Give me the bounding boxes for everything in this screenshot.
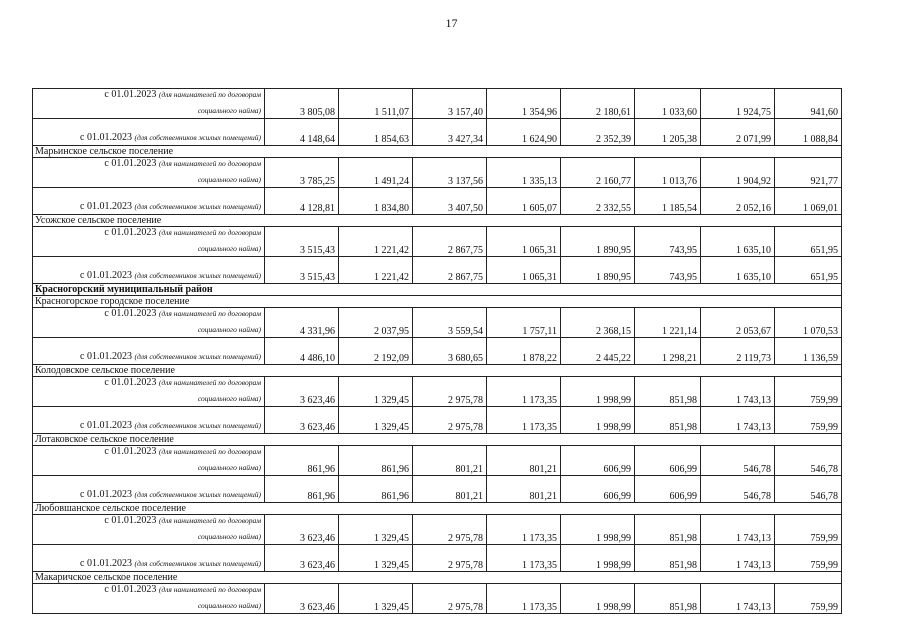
row-label [33, 584, 265, 614]
tariff-value-cell: 1 743,13 [701, 407, 775, 434]
tariff-value-cell: 4 148,64 [265, 119, 339, 146]
owners-tariff-row [33, 188, 842, 215]
row-label-date: с 01.01.2023 [80, 420, 132, 431]
tariff-value-cell: 861,96 [339, 476, 413, 503]
tariff-value-cell: 1 013,76 [635, 158, 701, 188]
row-label [33, 407, 265, 434]
row-label [33, 515, 265, 545]
tariff-value-cell: 1 065,31 [487, 227, 561, 257]
row-label-note: социального найма) [197, 532, 261, 541]
settlement-name: Красногорское городское поселение [33, 296, 842, 308]
tariff-value-cell: 1 834,80 [339, 188, 413, 215]
tariff-value-cell: 2 180,61 [561, 89, 635, 119]
tariff-value-cell: 1 173,35 [487, 545, 561, 572]
tariff-value-cell: 2 975,78 [413, 545, 487, 572]
tariff-value-cell: 3 623,46 [265, 377, 339, 407]
settlement-name: Лотаковское сельское поселение [33, 434, 842, 446]
tariff-value-cell: 1 491,24 [339, 158, 413, 188]
row-label [33, 545, 265, 572]
tariff-value-cell: 3 559,54 [413, 308, 487, 338]
row-label-note: (для собственников жилых помещений) [134, 202, 261, 211]
tariff-value-cell: 2 119,73 [701, 338, 775, 365]
tariff-value-cell: 1 070,53 [775, 308, 842, 338]
tariff-value-cell: 851,98 [635, 545, 701, 572]
tariff-value-cell: 3 427,34 [413, 119, 487, 146]
row-label [33, 89, 265, 119]
row-label-note: социального найма) [197, 601, 261, 610]
tariff-value-cell: 1 998,99 [561, 584, 635, 614]
row-label-note: (для нанимателей по договорам [158, 585, 261, 594]
tariff-value-cell: 1 205,38 [635, 119, 701, 146]
tariff-value-cell: 606,99 [561, 446, 635, 476]
tariff-value-cell: 3 623,46 [265, 584, 339, 614]
tariff-value-cell: 546,78 [701, 446, 775, 476]
row-label-note: (для собственников жилых помещений) [134, 133, 261, 142]
tariff-value-cell: 546,78 [775, 476, 842, 503]
tariff-value-cell: 606,99 [635, 446, 701, 476]
tenants-tariff-row [33, 158, 842, 188]
row-label-note: (для нанимателей по договорам [158, 159, 261, 168]
tariff-value-cell: 3 407,50 [413, 188, 487, 215]
tariff-value-cell: 4 486,10 [265, 338, 339, 365]
tariff-value-cell: 2 368,15 [561, 308, 635, 338]
row-label-note: социального найма) [197, 175, 261, 184]
tariff-value-cell: 1 743,13 [701, 515, 775, 545]
row-label-note: (для собственников жилых помещений) [134, 271, 261, 280]
owners-tariff-row [33, 119, 842, 146]
tariff-value-cell: 1 329,45 [339, 407, 413, 434]
tariff-value-cell: 3 157,40 [413, 89, 487, 119]
owners-tariff-row [33, 476, 842, 503]
tariff-value-cell: 1 998,99 [561, 545, 635, 572]
tariff-table [32, 88, 842, 614]
tariff-value-cell: 861,96 [265, 476, 339, 503]
row-label-note: (для собственников жилых помещений) [134, 559, 261, 568]
tariff-value-cell: 2 975,78 [413, 407, 487, 434]
tariff-value-cell: 1 743,13 [701, 545, 775, 572]
tariff-value-cell: 1 998,99 [561, 377, 635, 407]
tariff-value-cell: 861,96 [265, 446, 339, 476]
settlement-header-row [33, 296, 842, 308]
tariff-value-cell: 3 623,46 [265, 515, 339, 545]
tariff-value-cell: 1 298,21 [635, 338, 701, 365]
tariff-value-cell: 851,98 [635, 515, 701, 545]
tariff-value-cell: 1 998,99 [561, 515, 635, 545]
tariff-value-cell: 1 173,35 [487, 407, 561, 434]
settlement-name: Макаричское сельское поселение [33, 572, 842, 584]
tenants-tariff-row [33, 227, 842, 257]
tenants-tariff-row [33, 377, 842, 407]
tariff-value-cell: 1 757,11 [487, 308, 561, 338]
row-label [33, 257, 265, 284]
tariff-value-cell: 851,98 [635, 584, 701, 614]
tariff-value-cell: 2 332,55 [561, 188, 635, 215]
tariff-value-cell: 1 069,01 [775, 188, 842, 215]
tariff-value-cell: 851,98 [635, 407, 701, 434]
tariff-value-cell: 1 511,07 [339, 89, 413, 119]
row-label [33, 377, 265, 407]
district-header-row [33, 284, 842, 296]
row-label-date: с 01.01.2023 [80, 489, 132, 500]
row-label-note: социального найма) [197, 244, 261, 253]
tenants-tariff-row [33, 308, 842, 338]
tariff-value-cell: 1 033,60 [635, 89, 701, 119]
tariff-value-cell: 3 623,46 [265, 545, 339, 572]
tariff-value-cell: 759,99 [775, 584, 842, 614]
tariff-value-cell: 651,95 [775, 227, 842, 257]
row-label-note: социального найма) [197, 106, 261, 115]
tariff-value-cell: 1 088,84 [775, 119, 842, 146]
tariff-value-cell: 3 515,43 [265, 227, 339, 257]
row-label-date: с 01.01.2023 [80, 270, 132, 281]
tariff-value-cell: 2 975,78 [413, 584, 487, 614]
row-label-note: (для нанимателей по договорам [158, 309, 261, 318]
row-label-note: (для нанимателей по договорам [158, 516, 261, 525]
tariff-value-cell: 1 329,45 [339, 584, 413, 614]
tariff-value-cell: 2 160,77 [561, 158, 635, 188]
tariff-value-cell: 801,21 [487, 476, 561, 503]
tariff-value-cell: 3 623,46 [265, 407, 339, 434]
tenants-tariff-row [33, 515, 842, 545]
tariff-value-cell: 3 515,43 [265, 257, 339, 284]
row-label-date: с 01.01.2023 [104, 446, 157, 457]
row-label [33, 338, 265, 365]
row-label-note: (для нанимателей по договорам [158, 447, 261, 456]
row-label-note: (для нанимателей по договорам [158, 378, 261, 387]
tariff-value-cell: 3 137,56 [413, 158, 487, 188]
row-label-date: с 01.01.2023 [104, 584, 157, 595]
row-label-note: (для нанимателей по договорам [158, 90, 261, 99]
page-number: 17 [445, 16, 458, 30]
tariff-value-cell: 2 867,75 [413, 227, 487, 257]
tariff-value-cell: 1 605,07 [487, 188, 561, 215]
tariff-value-cell: 1 924,75 [701, 89, 775, 119]
tariff-value-cell: 1 329,45 [339, 515, 413, 545]
owners-tariff-row [33, 545, 842, 572]
tariff-value-cell: 861,96 [339, 446, 413, 476]
settlement-header-row [33, 365, 842, 377]
settlement-name: Колодовское сельское поселение [33, 365, 842, 377]
settlement-header-row [33, 503, 842, 515]
settlement-header-row [33, 572, 842, 584]
settlement-header-row [33, 434, 842, 446]
tariff-value-cell: 3 680,65 [413, 338, 487, 365]
row-label-note: социального найма) [197, 463, 261, 472]
tariff-value-cell: 1 173,35 [487, 515, 561, 545]
row-label-date: с 01.01.2023 [80, 132, 132, 143]
row-label-note: (для собственников жилых помещений) [134, 421, 261, 430]
tariff-value-cell: 921,77 [775, 158, 842, 188]
row-label-date: с 01.01.2023 [80, 351, 132, 362]
tariff-value-cell: 1 329,45 [339, 545, 413, 572]
tariff-value-cell: 1 624,90 [487, 119, 561, 146]
tariff-value-cell: 546,78 [775, 446, 842, 476]
tariff-value-cell: 759,99 [775, 545, 842, 572]
row-label [33, 476, 265, 503]
row-label-date: с 01.01.2023 [104, 89, 157, 100]
tariff-value-cell: 1 878,22 [487, 338, 561, 365]
tariff-value-cell: 759,99 [775, 407, 842, 434]
tariff-value-cell: 759,99 [775, 377, 842, 407]
tariff-value-cell: 1 185,54 [635, 188, 701, 215]
row-label [33, 119, 265, 146]
tariff-value-cell: 2 053,67 [701, 308, 775, 338]
tariff-value-cell: 4 128,81 [265, 188, 339, 215]
tariff-value-cell: 1 743,13 [701, 377, 775, 407]
row-label-note: (для собственников жилых помещений) [134, 352, 261, 361]
tariff-value-cell: 1 635,10 [701, 257, 775, 284]
row-label-date: с 01.01.2023 [104, 227, 157, 238]
tariff-value-cell: 2 445,22 [561, 338, 635, 365]
settlement-header-row [33, 146, 842, 158]
tariff-value-cell: 2 071,99 [701, 119, 775, 146]
district-name: Красногорский муниципальный район [33, 284, 842, 296]
tariff-value-cell: 851,98 [635, 377, 701, 407]
settlement-name: Марьинское сельское поселение [33, 146, 842, 158]
row-label [33, 188, 265, 215]
tariff-value-cell: 2 052,16 [701, 188, 775, 215]
row-label-date: с 01.01.2023 [104, 515, 157, 526]
tenants-tariff-row [33, 446, 842, 476]
tariff-value-cell: 801,21 [413, 476, 487, 503]
tariff-value-cell: 941,60 [775, 89, 842, 119]
settlement-header-row [33, 215, 842, 227]
row-label-note: (для нанимателей по договорам [158, 228, 261, 237]
tariff-value-cell: 2 975,78 [413, 377, 487, 407]
tariff-value-cell: 1 335,13 [487, 158, 561, 188]
tariff-value-cell: 4 331,96 [265, 308, 339, 338]
tenants-tariff-row [33, 89, 842, 119]
row-label-note: (для собственников жилых помещений) [134, 490, 261, 499]
row-label-note: социального найма) [197, 325, 261, 334]
tariff-value-cell: 1 221,42 [339, 227, 413, 257]
tenants-tariff-row [33, 584, 842, 614]
row-label-date: с 01.01.2023 [104, 377, 157, 388]
row-label-date: с 01.01.2023 [80, 201, 132, 212]
tariff-value-cell: 651,95 [775, 257, 842, 284]
tariff-value-cell: 1 890,95 [561, 257, 635, 284]
row-label [33, 158, 265, 188]
tariff-value-cell: 2 037,95 [339, 308, 413, 338]
row-label [33, 446, 265, 476]
row-label-date: с 01.01.2023 [80, 558, 132, 569]
settlement-name: Любовшанское сельское поселение [33, 503, 842, 515]
tariff-value-cell: 3 805,08 [265, 89, 339, 119]
tariff-value-cell: 1 173,35 [487, 584, 561, 614]
owners-tariff-row [33, 257, 842, 284]
tariff-value-cell: 801,21 [413, 446, 487, 476]
tariff-value-cell: 2 867,75 [413, 257, 487, 284]
tariff-value-cell: 1 173,35 [487, 377, 561, 407]
tariff-value-cell: 2 975,78 [413, 515, 487, 545]
row-label [33, 227, 265, 257]
tariff-value-cell: 1 329,45 [339, 377, 413, 407]
tariff-value-cell: 1 221,42 [339, 257, 413, 284]
tariff-value-cell: 1 354,96 [487, 89, 561, 119]
tariff-value-cell: 1 904,92 [701, 158, 775, 188]
tariff-value-cell: 606,99 [635, 476, 701, 503]
tariff-value-cell: 743,95 [635, 227, 701, 257]
tariff-value-cell: 1 221,14 [635, 308, 701, 338]
tariff-value-cell: 546,78 [701, 476, 775, 503]
tariff-value-cell: 743,95 [635, 257, 701, 284]
tariff-value-cell: 2 192,09 [339, 338, 413, 365]
tariff-value-cell: 801,21 [487, 446, 561, 476]
row-label [33, 308, 265, 338]
owners-tariff-row [33, 338, 842, 365]
row-label-date: с 01.01.2023 [104, 308, 157, 319]
tariff-value-cell: 2 352,39 [561, 119, 635, 146]
row-label-note: социального найма) [197, 394, 261, 403]
settlement-name: Усожское сельское поселение [33, 215, 842, 227]
tariff-value-cell: 1 743,13 [701, 584, 775, 614]
tariff-value-cell: 1 890,95 [561, 227, 635, 257]
tariff-value-cell: 1 854,63 [339, 119, 413, 146]
row-label-date: с 01.01.2023 [104, 158, 157, 169]
tariff-value-cell: 1 065,31 [487, 257, 561, 284]
owners-tariff-row [33, 407, 842, 434]
tariff-value-cell: 1 136,59 [775, 338, 842, 365]
tariff-value-cell: 3 785,25 [265, 158, 339, 188]
tariff-value-cell: 759,99 [775, 515, 842, 545]
tariff-value-cell: 606,99 [561, 476, 635, 503]
tariff-value-cell: 1 635,10 [701, 227, 775, 257]
tariff-value-cell: 1 998,99 [561, 407, 635, 434]
